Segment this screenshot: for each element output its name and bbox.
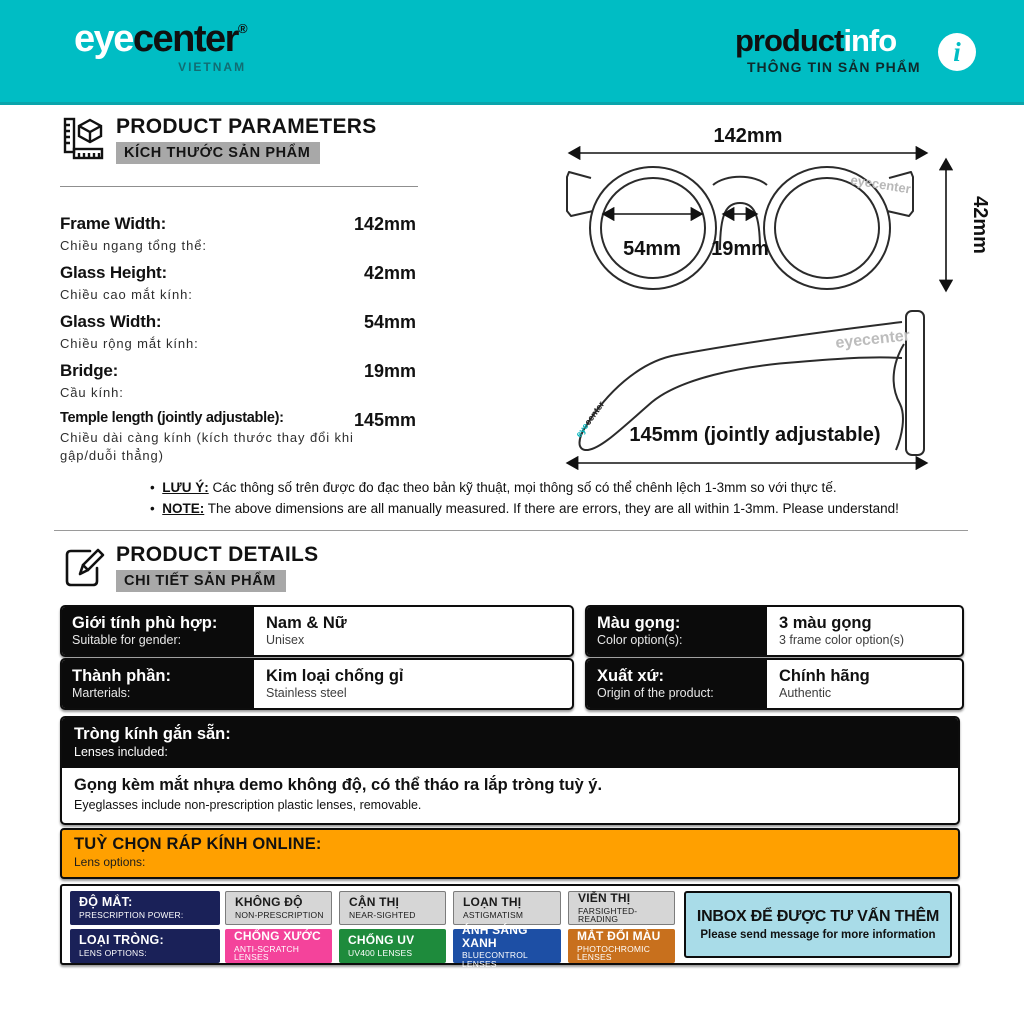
- detail-card-materials: Thành phần: Marterials: Kim loại chống gỉ Stainless steel: [60, 658, 574, 710]
- parameters-title: PRODUCT PARAMETERS: [116, 115, 377, 138]
- param-value: 54mm: [363, 312, 416, 332]
- chip-bluecontrol: ÁNH SÁNG XANH BLUECONTROL LENSES: [453, 929, 561, 963]
- product-info-subtitle: THÔNG TIN SẢN PHẨM: [747, 59, 921, 75]
- param-row-bridge: Bridge: 19mm Cầu kính:: [60, 361, 416, 400]
- divider: [54, 530, 968, 531]
- param-row-glass-width: Glass Width: 54mm Chiều rộng mắt kính:: [60, 312, 416, 351]
- glasses-side-diagram: [540, 298, 1020, 480]
- brand-subtitle: VIETNAM: [178, 60, 247, 74]
- front-watermark: eyecenter: [849, 172, 912, 197]
- header-bar: [0, 0, 1024, 105]
- side-watermark: eyecenter: [834, 327, 911, 352]
- param-value: 19mm: [363, 361, 416, 381]
- brand-logo: [74, 20, 246, 73]
- ruler-cube-icon: [62, 116, 106, 162]
- note-line-en: • NOTE: The above dimensions are all manually measured. If there are errors, they are all within 1-3mm. Please understand!: [150, 500, 899, 516]
- param-row-glass-height: Glass Height: 42mm Chiều cao mắt kính:: [60, 263, 416, 302]
- param-value: 145mm: [353, 410, 416, 430]
- chip-near-sighted: CẬN THỊ NEAR-SIGHTED: [339, 891, 446, 925]
- bridge-label: 19mm: [711, 238, 769, 260]
- inbox-callout: INBOX ĐỂ ĐƯỢC TƯ VẤN THÊM Please send message for more information: [684, 891, 952, 958]
- detail-card-origin: Xuất xứ: Origin of the product: Chính hãng Authentic: [585, 658, 964, 710]
- detail-card-gender: Giới tính phù hợp: Suitable for gender: Nam & Nữ Unisex: [60, 605, 574, 657]
- chip-anti-scratch: CHỐNG XƯỚC ANTI-SCRATCH LENSES: [225, 929, 332, 963]
- glasses-front-diagram: [540, 112, 1020, 297]
- measurement-notes: [150, 478, 899, 520]
- product-info-wordmark: productinfo THÔNG TIN SẢN PHẨM: [735, 23, 921, 75]
- parameters-section-header: [62, 116, 377, 164]
- chip-lens-options: LOẠI TRÒNG: LENS OPTIONS:: [70, 929, 220, 963]
- param-row-temple-length: Temple length (jointly adjustable): 145mm Chiều dài càng kính (kích thước thay đổi khi gập/duỗi thẳng): [60, 410, 416, 463]
- lens-options-header: TUỲ CHỌN RÁP KÍNH ONLINE: Lens options:: [60, 828, 960, 879]
- details-title: PRODUCT DETAILS: [116, 543, 319, 566]
- divider: [60, 186, 418, 187]
- parameters-subtitle: KÍCH THƯỚC SẢN PHẨM: [116, 142, 320, 164]
- edit-note-icon: [62, 544, 106, 590]
- front-height-label: 42mm: [969, 196, 991, 254]
- param-value: 142mm: [353, 214, 416, 234]
- temple-length-label: 145mm (jointly adjustable): [629, 424, 881, 446]
- brand-wordmark: eyecenter®: [74, 18, 247, 60]
- temple-tip-logo: eyecenter: [573, 399, 607, 440]
- details-section-header: [62, 544, 318, 592]
- registered-mark: ®: [237, 21, 247, 36]
- details-subtitle: CHI TIẾT SẢN PHẨM: [116, 570, 286, 592]
- chip-uv400: CHỐNG UV UV400 LENSES: [339, 929, 446, 963]
- lenses-included-box: Tròng kính gắn sẵn: Lenses included: Gọng kèm mắt nhựa demo không độ, có thể tháo ra lắp tròng tuỳ ý. Eyeglasses include non-prescription plastic lenses, removable.: [60, 716, 960, 825]
- info-icon: i: [938, 33, 976, 71]
- lens-width-label: 54mm: [623, 238, 681, 260]
- chip-photochromic: MẮT ĐỔI MÀU PHOTOCHROMIC LENSES: [568, 929, 675, 963]
- chip-non-prescription: KHÔNG ĐỘ NON-PRESCRIPTION: [225, 891, 332, 925]
- param-row-frame-width: Frame Width: 142mm Chiều ngang tổng thể:: [60, 214, 416, 253]
- param-value: 42mm: [363, 263, 416, 283]
- chip-farsighted: VIỄN THỊ FARSIGHTED-READING: [568, 891, 675, 925]
- note-line-vi: • LƯU Ý: Các thông số trên được đo đạc theo bản kỹ thuật, mọi thông số có thể chênh lệch 1-3mm so với thực tế.: [150, 480, 837, 495]
- chip-astigmatism: LOẠN THỊ ASTIGMATISM: [453, 891, 561, 925]
- front-width-label: 142mm: [713, 125, 783, 147]
- chip-prescription-power: ĐỘ MẮT: PRESCRIPTION POWER:: [70, 891, 220, 925]
- detail-card-colors: Màu gọng: Color option(s): 3 màu gọng 3 frame color option(s): [585, 605, 964, 657]
- lens-options-grid: [60, 884, 960, 969]
